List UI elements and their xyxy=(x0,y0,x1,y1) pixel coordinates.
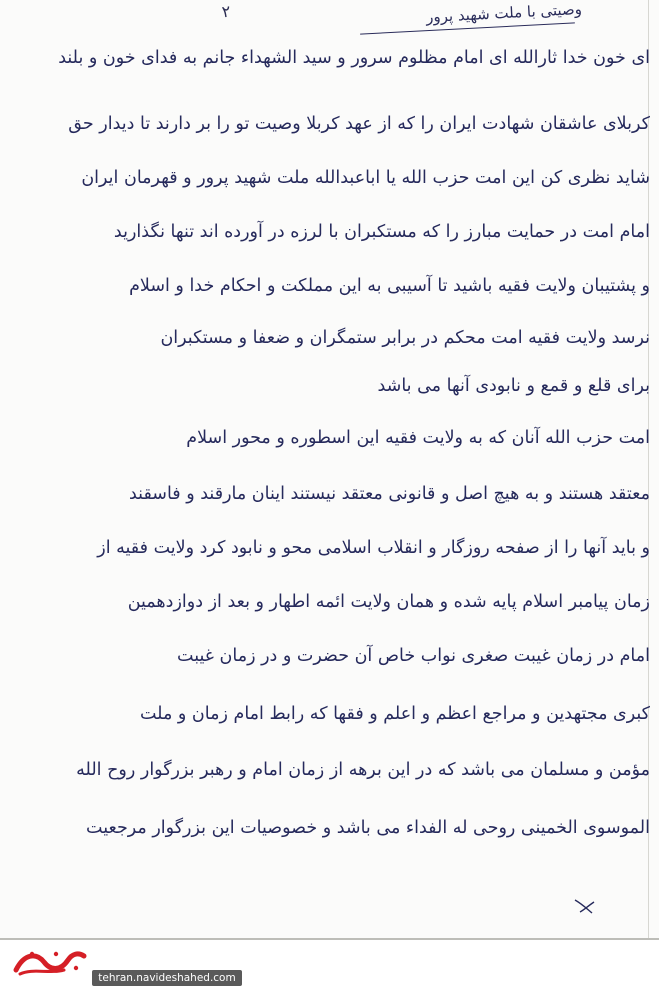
letter-line: و باید آنها را از صفحه روزگار و انقلاب اسلامی محو و نابود کرد ولایت فقیه از xyxy=(97,538,650,558)
margin-flourish-icon xyxy=(572,896,598,916)
letter-line: مؤمن و مسلمان می باشد که در این برهه از زمان امام و رهبر بزرگوار روح الله xyxy=(76,760,650,780)
letter-line: ای خون خدا ثارالله ای امام مظلوم سرور و سید الشهداء جانم به فدای خون و بلند xyxy=(58,48,650,68)
page-edge-line xyxy=(648,0,649,940)
letter-heading: وصیتی با ملت شهید پرور xyxy=(425,0,583,27)
letter-line: معتقد هستند و به هیچ اصل و قانونی معتقد نیستند اینان مارقند و فاسقند xyxy=(128,484,650,504)
letter-line: کبری مجتهدین و مراجع اعظم و اعلم و فقها که رابط امام زمان و ملت xyxy=(139,704,650,724)
letter-line: امت حزب الله آنان که به ولایت فقیه این اسطوره و محور اسلام xyxy=(186,428,650,448)
letter-line: امام در زمان غیبت صغری نواب خاص آن حضرت و در زمان غیبت xyxy=(177,646,650,666)
letter-line: برای قلع و قمع و نابودی آنها می باشد xyxy=(377,376,650,396)
page-number: ۲ xyxy=(220,1,232,22)
letter-line: الموسوی الخمینی روحی له الفداء می باشد و خصوصیات این بزرگوار مرجعیت xyxy=(86,818,650,838)
watermark-url[interactable]: tehran.navideshahed.com xyxy=(92,970,242,986)
letter-line: زمان پیامبر اسلام پایه شده و همان ولایت ائمه اطهار و بعد از دوازدهمین xyxy=(127,592,650,612)
letter-line: امام امت در حمایت مبارز را که مستکبران با لرزه در آورده اند تنها نگذارید xyxy=(113,222,650,242)
letter-line: کربلای عاشقان شهادت ایران را که از عهد کربلا وصیت تو را بر دارند تا دیدار حق xyxy=(68,114,650,134)
letter-line: و پشتیبان ولایت فقیه باشید تا آسیبی به این مملکت و احکام خدا و اسلام xyxy=(129,276,650,296)
letter-line: نرسد ولایت فقیه امت محکم در برابر ستمگران و ضعفا و مستکبران xyxy=(160,328,650,348)
navideshahed-logo-icon xyxy=(10,948,88,978)
letter-line: شاید نظری کن این امت حزب الله یا اباعبدالله ملت شهید پرور و قهرمان ایران xyxy=(81,168,650,188)
